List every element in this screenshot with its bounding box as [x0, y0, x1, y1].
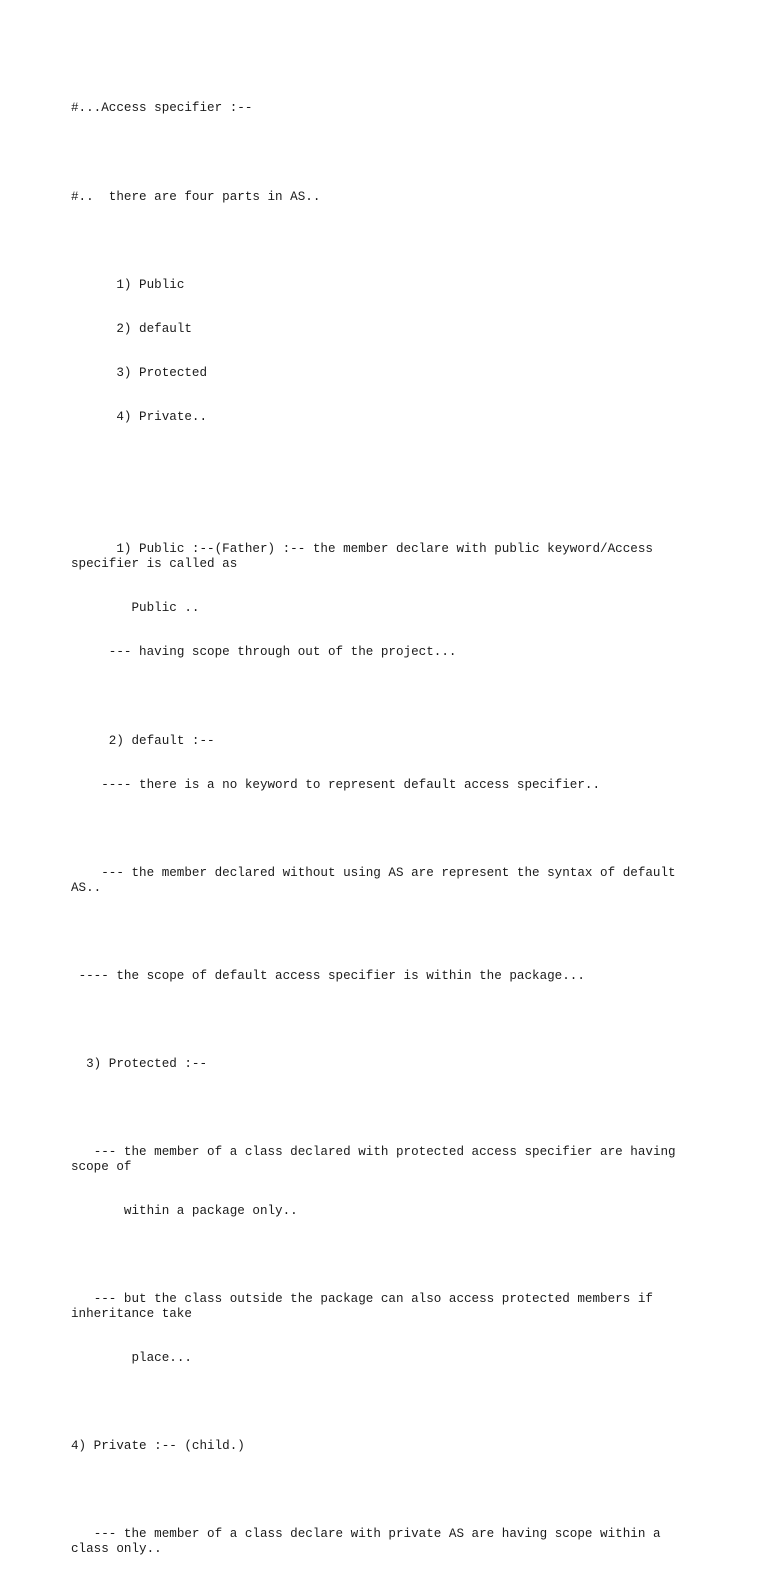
blank-line [71, 925, 691, 940]
blank-line [71, 1483, 691, 1498]
blank-line [71, 454, 691, 469]
protected-scope-continued: within a package only.. [71, 1204, 298, 1218]
public-definition-continued: Public .. [71, 601, 200, 616]
default-heading: 2) default :-- [71, 733, 215, 748]
public-definition: 1) Public :--(Father) :-- the member declare with public keyword/Access specifier is called as [71, 542, 661, 572]
intro-four-parts: #.. there are four parts in AS.. [71, 189, 321, 204]
blank-line [71, 1248, 691, 1263]
blank-line [71, 1395, 691, 1410]
blank-line [71, 498, 691, 513]
protected-inheritance-continued: place... [71, 1351, 192, 1366]
list-item-public: 1) Public [71, 277, 185, 292]
default-no-keyword: ---- there is a no keyword to represent default access specifier.. [71, 777, 601, 792]
blank-line [71, 234, 691, 249]
protected-scope: --- the member of a class declared with protected access specifier are having scope of [71, 1145, 684, 1174]
private-scope: --- the member of a class declare with private AS are having scope within a class only.. [71, 1527, 669, 1557]
list-item-default: 2) default [71, 321, 192, 336]
blank-line [71, 1101, 691, 1116]
blank-line [71, 146, 691, 161]
public-scope: --- having scope through out of the project... [71, 645, 457, 660]
document-text [71, 72, 691, 1586]
default-syntax: --- the member declared without using AS are represent the syntax of default AS.. [71, 865, 684, 895]
protected-inheritance: --- but the class outside the package can also access protected members if inheritance take [71, 1292, 661, 1321]
heading-access-specifier: #...Access specifier :-- [71, 101, 253, 116]
blank-line [71, 1013, 691, 1028]
list-item-protected: 3) Protected [71, 366, 208, 381]
default-scope: ---- the scope of default access specifier is within the package... [71, 968, 585, 983]
list-item-private: 4) Private.. [71, 410, 208, 425]
private-heading: 4) Private :-- (child.) [71, 1439, 245, 1454]
blank-line [71, 689, 691, 704]
blank-line [71, 822, 691, 837]
protected-heading: 3) Protected :-- [71, 1056, 208, 1071]
